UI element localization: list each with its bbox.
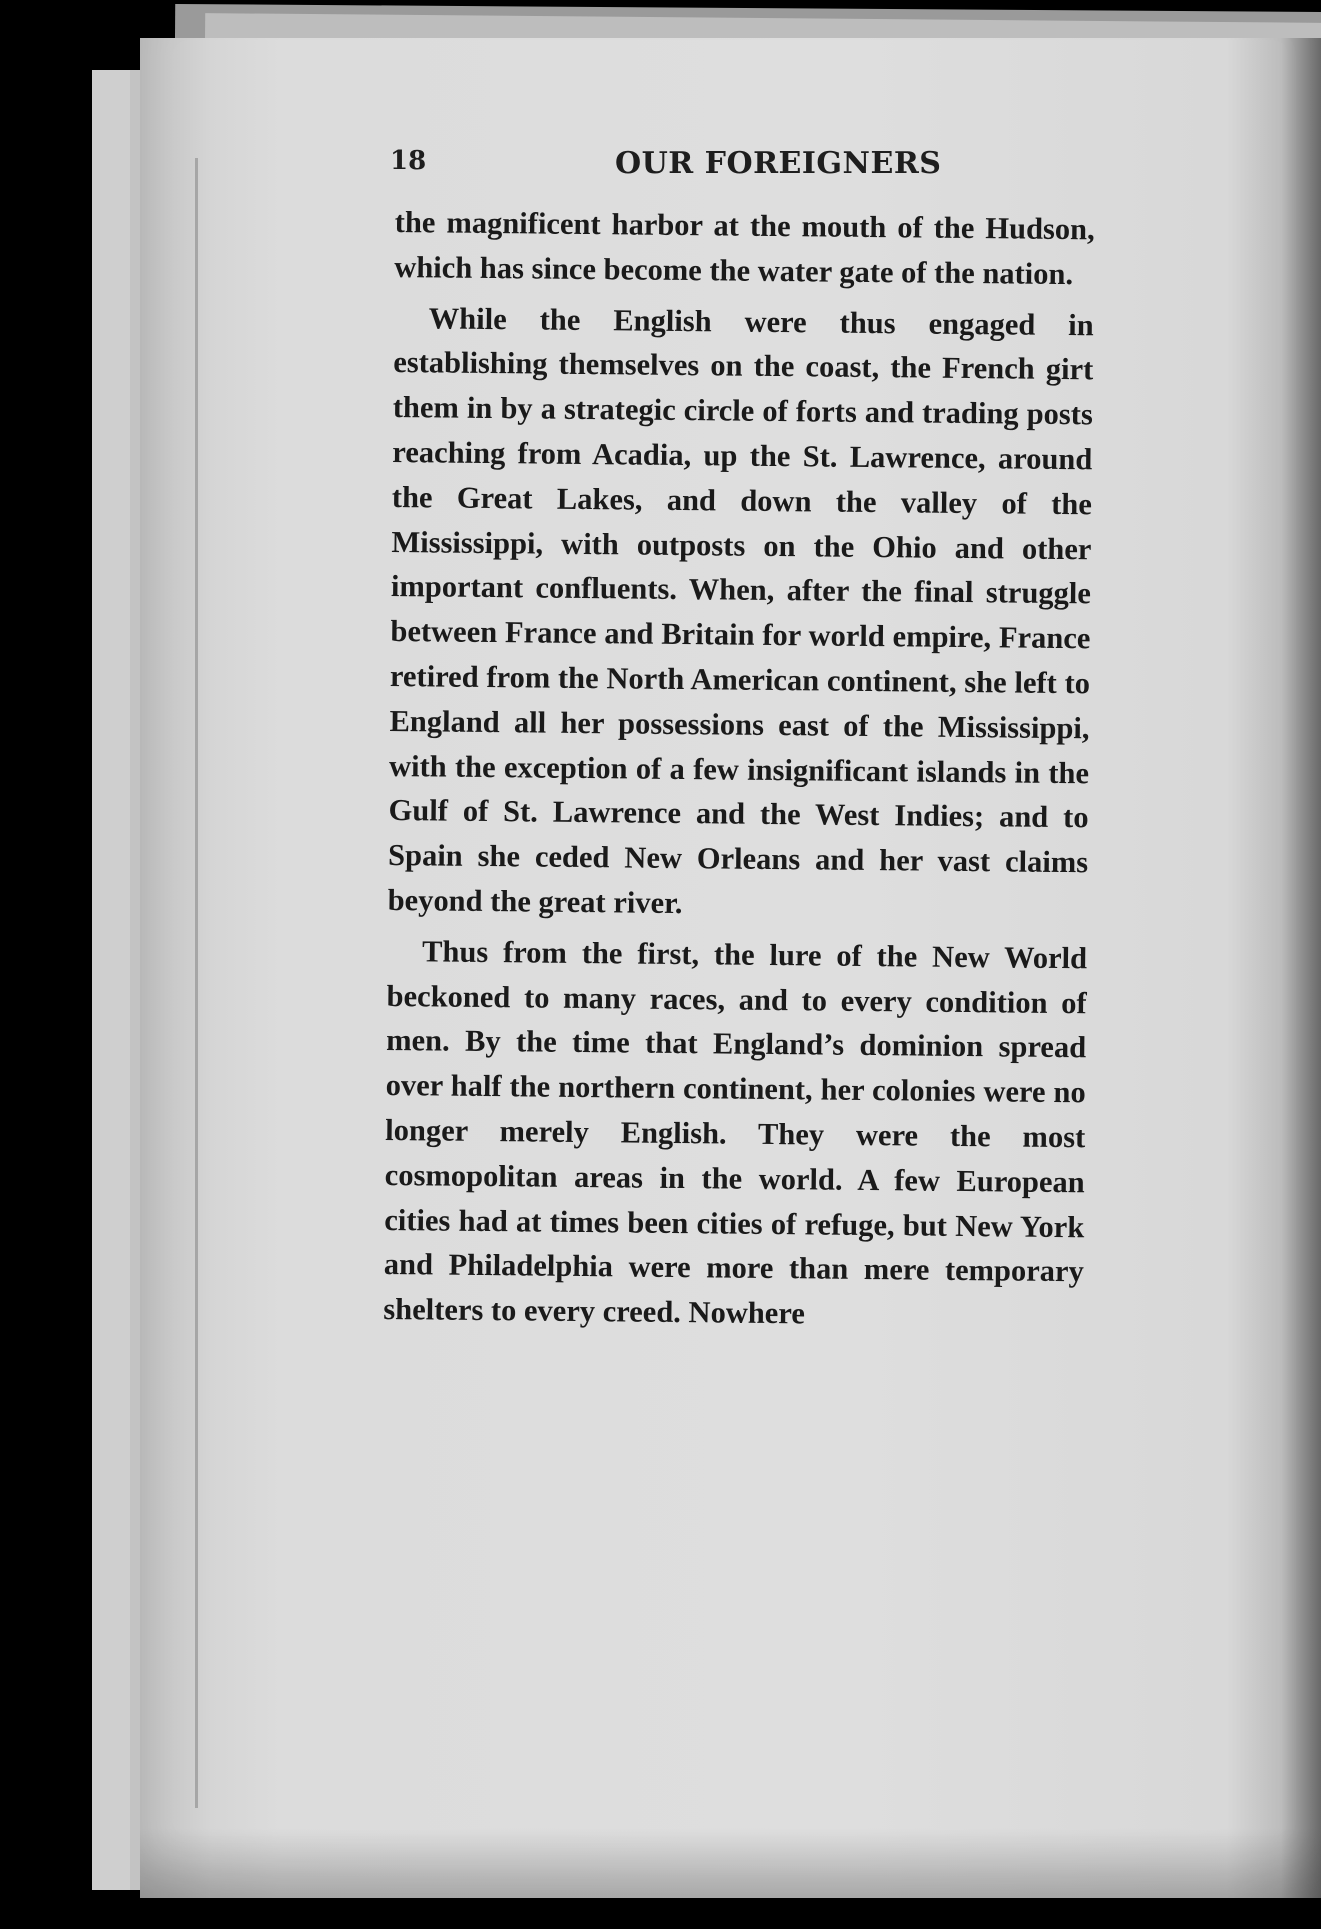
paragraph-1: the magnificent harbor at the mouth of the Hudson, which has since become the water gate of the nation. — [394, 204, 1095, 291]
page-number: 18 — [390, 146, 427, 176]
body-text — [383, 200, 1095, 1339]
paragraph-3: Thus from the first, the lure of the New World beckoned to many races, and to every condition of men. By the time that England’s dominion spread over half the northern continent, her colonies were no longer merely English. They were the most cosmopolitan areas in the world. A few European cities had at times been cities of refuge, but New York and Philadelphia were more than mere temporary shelters to every creed. Nowhere — [383, 934, 1088, 1331]
paragraph-2: While the English were thus engaged in establishing themselves on the coast, the French girt them in by a strategic circle of forts and trading posts reaching from Acadia, up the St. Lawrence, around the Great Lakes, and down the valley of the Mississippi, with outposts on the Ohio and other important confluents. When, after the final struggle between France and Britain for world empire, France retired from the North American continent, she left to England all her possessions east of the Mississippi, with the exception of a few insignificant islands in the Gulf of St. Lawrence and the West Indies; and to Spain she ceded New Orleans and her vast claims beyond the great river. — [387, 300, 1094, 921]
running-title: OUR FOREIGNERS — [615, 146, 942, 181]
running-head — [390, 118, 1070, 181]
page-edge-shadow — [1281, 38, 1321, 1898]
page-gutter — [195, 158, 198, 1808]
page-bottom-shadow — [140, 1828, 1321, 1898]
